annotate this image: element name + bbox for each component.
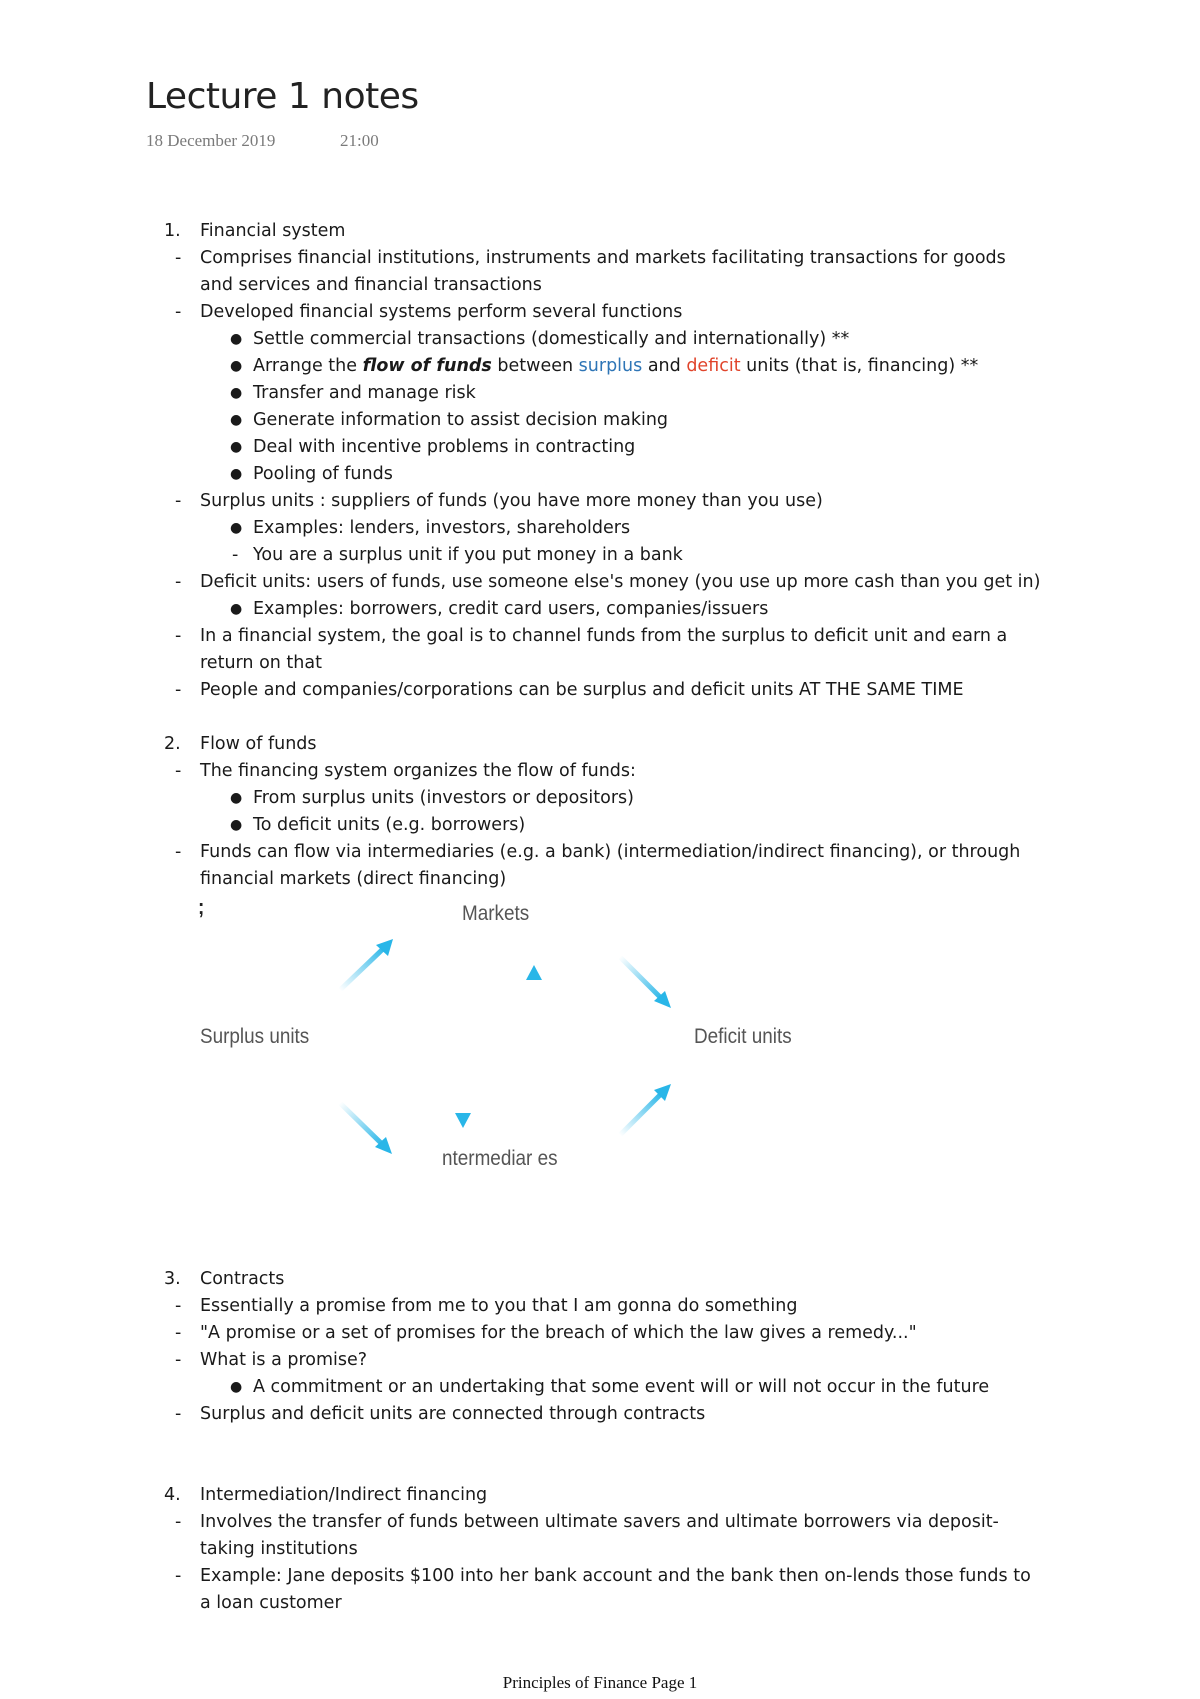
markets-label: Markets [462, 902, 530, 925]
deficit-units-label: Deficit units [694, 1025, 792, 1048]
surplus-keyword: surplus [578, 356, 643, 376]
arrow-surplus-to-markets [340, 947, 385, 990]
stray-mark: ; [198, 896, 205, 919]
flow-of-funds-emphasis: flow of funds [362, 356, 492, 376]
intermediaries-label: ntermediar es [442, 1147, 558, 1170]
arrowhead [526, 965, 542, 980]
flow-of-funds-diagram [180, 895, 820, 1195]
deficit-keyword: deficit [686, 356, 741, 376]
arrowhead [455, 1113, 471, 1128]
arrow-markets-to-deficit [620, 957, 662, 999]
note-date: 18 December 2019 [146, 131, 276, 150]
arrow-surplus-to-intermediaries [340, 1103, 383, 1145]
arrow-intermediaries-to-deficit [620, 1093, 662, 1135]
note-time: 21:00 [340, 131, 379, 150]
surplus-units-label: Surplus units [200, 1025, 310, 1048]
page-title: Lecture 1 notes [146, 76, 419, 117]
flow-arrows [180, 895, 820, 1195]
page-footer: Principles of Finance Page 1 [502, 1673, 698, 1692]
